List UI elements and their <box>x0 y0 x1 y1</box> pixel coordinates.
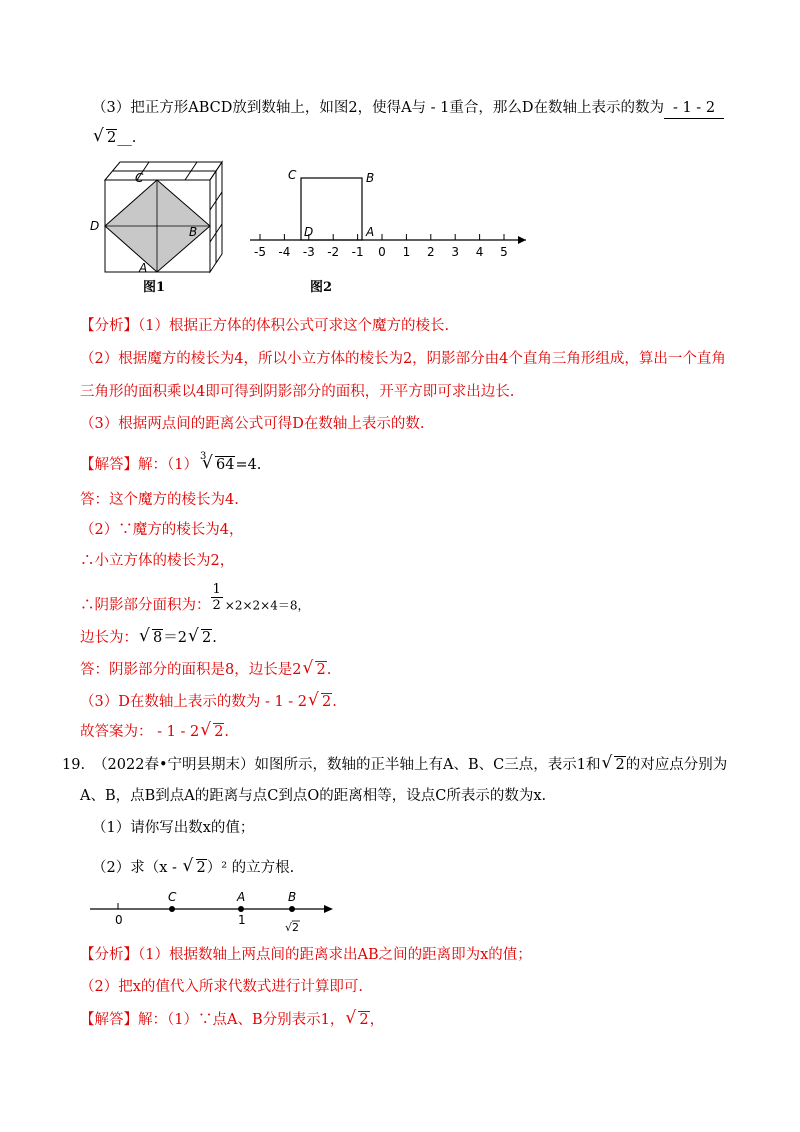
fraction-half: $\frac{1}{2}$ <box>212 582 221 613</box>
label-origin: 0 <box>115 913 123 927</box>
tick-label: 0 <box>378 245 386 259</box>
fig1-label-a: A <box>139 261 148 275</box>
q3-text: （3）把正方形ABCD放到数轴上，如图2，使得A与 - 1重合，那么D在数轴上表示的数为 <box>92 100 665 116</box>
tick-label: 5 <box>500 245 508 259</box>
fig2-label-d: D <box>304 225 314 239</box>
analysis-line-1: 【分析】（1）根据正方体的体积公式可求这个魔方的棱长. <box>80 318 450 334</box>
analysis-tag: 【分析】 <box>80 318 138 334</box>
sqrt-2: √ 2 <box>302 660 326 680</box>
fig1-label-d: D <box>90 219 100 233</box>
analysis2-line-2: （2）把x的值代入所求代数式进行计算即可. <box>80 979 364 995</box>
tick-label: -3 <box>302 245 315 259</box>
point-a <box>238 906 244 912</box>
tick-label: -2 <box>327 245 340 259</box>
label-b: B <box>288 890 297 904</box>
solution-line-8: （3）D在数轴上表示的数为 - 1 - 2√ 2. <box>80 692 337 712</box>
q3-answer-radical: √ 2 <box>93 128 117 148</box>
sqrt-2: √ 2 <box>200 722 224 742</box>
analysis2-tag: 【分析】 <box>80 947 138 963</box>
q3-line2: √ 2__. <box>92 128 136 148</box>
q3-answer: - 1 - 2 <box>664 98 724 119</box>
label-a: A <box>237 890 246 904</box>
tick-label: -1 <box>351 245 364 259</box>
cube-root-64: √ 3 64 <box>202 455 235 475</box>
tick-label: -4 <box>278 245 291 259</box>
q3-line <box>92 98 724 119</box>
fig2-label-c: C <box>288 168 297 182</box>
radical-sign: √ <box>285 921 293 934</box>
figure-2-number-line <box>248 160 538 270</box>
figure-3-number-line <box>88 886 338 936</box>
solution-line-7: 答：阴影部分的面积是8，边长是2√ 2. <box>80 660 331 680</box>
axis-arrow <box>518 236 526 244</box>
fig2-caption: 图2 <box>310 280 333 295</box>
label-b-value: 2 <box>292 921 299 934</box>
solution-tag: 【解答】 <box>80 457 138 473</box>
tick-label: 2 <box>426 245 435 259</box>
tick-label: 4 <box>475 245 484 259</box>
fig2-label-b: B <box>366 171 375 185</box>
label-c: C <box>168 890 177 904</box>
q19-part-1: （1）请你写出数x的值； <box>92 820 255 836</box>
q19-number: 19. <box>62 757 86 773</box>
point-c <box>169 906 175 912</box>
sqrt-2: √ 2 <box>345 1010 369 1030</box>
solution2-line-1: 【解答】解：（1）∵点A、B分别表示1，√ 2， <box>80 1010 384 1030</box>
solution-line-6: 边长为：√ 8＝2√ 2. <box>80 628 217 648</box>
solution-line-3: （2）∵魔方的棱长为4， <box>80 522 244 538</box>
sqrt-2: √ 2 <box>183 858 207 878</box>
solution-line-1: 【解答】解：（1） √ 3 64=4. <box>80 455 261 475</box>
label-a-value: 1 <box>238 913 246 927</box>
analysis2-line-1: 【分析】（1）根据数轴上两点间的距离求出AB之间的距离即为x的值； <box>80 947 532 963</box>
sqrt-2: √ 2 <box>308 692 332 712</box>
q19-line-2: A、B，点B到点A的距离与点C到点O的距离相等，设点C所表示的数为x. <box>80 788 547 804</box>
tick-label: 1 <box>402 245 411 259</box>
solution-line-4: ∴小立方体的棱长为2， <box>80 553 235 569</box>
sqrt-2: √ 2 <box>188 628 212 648</box>
sqrt-2: √ 2 <box>601 755 625 775</box>
tick-label: -5 <box>254 245 266 259</box>
fig1-label-c: C <box>135 171 144 185</box>
axis-arrow <box>324 905 333 913</box>
q19-line-1: 19. （2022春•宁明县期末）如图所示，数轴的正半轴上有A、B、C三点，表示1和√ 2的对应点分别为 <box>62 755 727 775</box>
analysis-line-4: （3）根据两点间的距离公式可得D在数轴上表示的数. <box>80 416 425 432</box>
solution-line-9: 故答案为： - 1 - 2√ 2. <box>80 722 229 742</box>
analysis-line-2: （2）根据魔方的棱长为4，所以小立方体的棱长为2，阴影部分由4个直角三角形组成，算出一个直角 <box>80 351 726 367</box>
solution-line-5: ∴阴影部分面积为： $\frac{1}{2}$ ×2×2×4＝8， <box>80 582 310 614</box>
point-b <box>289 906 295 912</box>
solution-line-2: 答：这个魔方的棱长为4. <box>80 492 239 508</box>
fig1-caption: 图1 <box>143 280 166 295</box>
tick-label: 3 <box>451 245 460 259</box>
fig1-label-b: B <box>189 225 198 239</box>
analysis-line-3: 三角形的面积乘以4即可得到阴影部分的面积，开平方即可求出边长. <box>80 384 515 400</box>
solution2-tag: 【解答】 <box>80 1012 138 1028</box>
q19-part-2: （2）求（x - √ 2）² 的立方根. <box>92 858 294 878</box>
fig2-label-a: A <box>366 225 375 239</box>
sqrt-8: √ 8 <box>139 628 163 648</box>
